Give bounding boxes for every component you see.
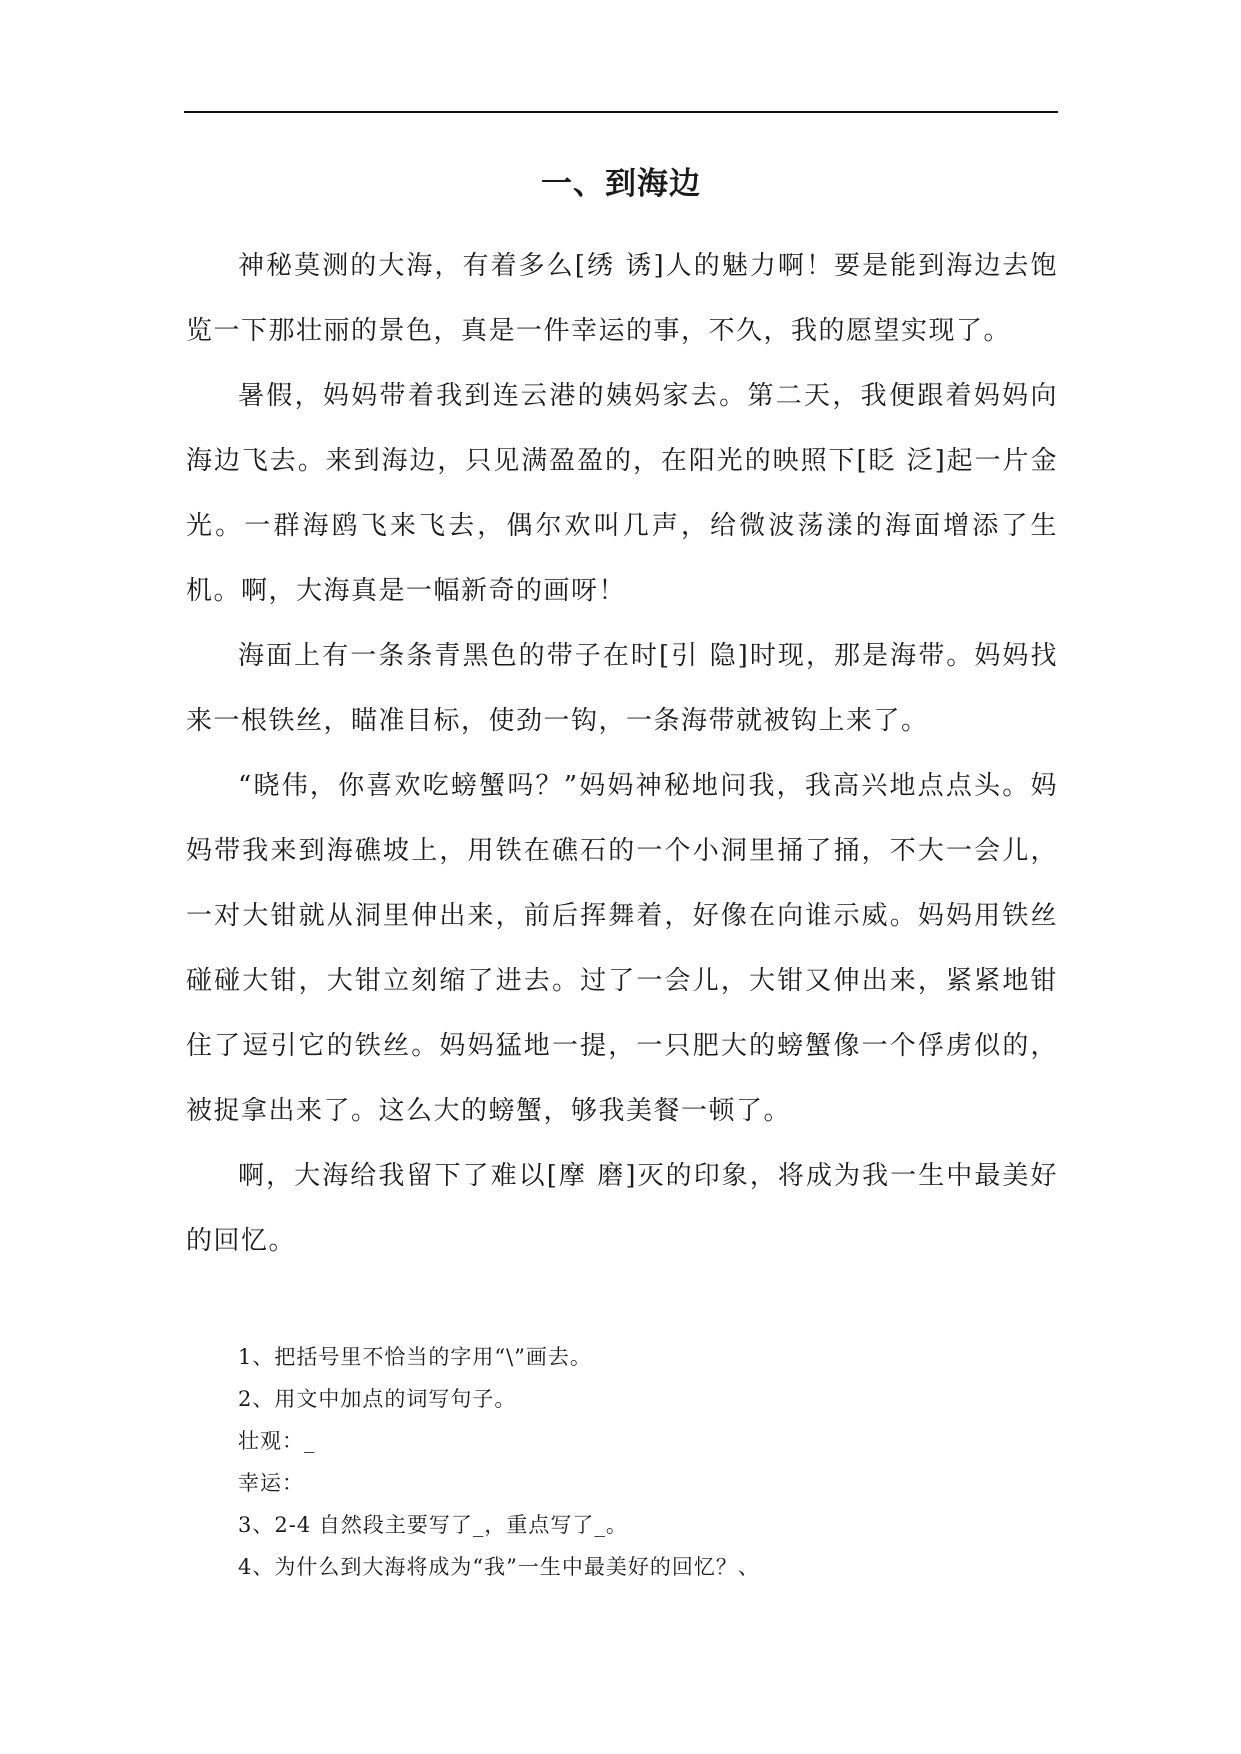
answer-line: 壮观：_: [238, 1429, 316, 1453]
paragraph: 海面上有一条条青黑色的带子在时[引 隐]时现，那是海带。妈妈找来一根铁丝，瞄准目标，使劲一钩，一条海带就被钩上来了。: [186, 641, 1058, 736]
question-item: 1、把括号里不恰当的字用“\”画去。: [238, 1345, 592, 1369]
question-item: 4、为什么到大海将成为“我”一生中最美好的回忆？、: [238, 1555, 760, 1579]
question-item: 3、2-4 自然段主要写了_，重点写了_。: [238, 1513, 628, 1537]
answer-line: 幸运：: [238, 1471, 304, 1495]
page-title: 一、到海边: [541, 166, 701, 202]
header-rule: [184, 111, 1058, 113]
paragraph: 暑假，妈妈带着我到连云港的姨妈家去。第二天，我便跟着妈妈向海边飞去。来到海边，只见满盈盈的，在阳光的映照下[眨 泛]起一片金光。一群海鸥飞来飞去，偶尔欢叫几声，给微波荡漾的海面增添了生机。啊，大海真是一幅新奇的画呀！: [186, 381, 1058, 606]
paragraph: 神秘莫测的大海，有着多么[绣 诱]人的魅力啊！要是能到海边去饱览一下那壮丽的景色，真是一件幸运的事，不久，我的愿望实现了。: [186, 251, 1058, 346]
question-item: 2、用文中加点的词写句子。: [238, 1387, 517, 1411]
paragraph: “晓伟，你喜欢吃螃蟹吗？”妈妈神秘地问我，我高兴地点点头。妈妈带我来到海礁坡上，用铁在礁石的一个小洞里捅了捅，不大一会儿，一对大钳就从洞里伸出来，前后挥舞着，好像在向谁示威。妈妈用铁丝碰碰大钳，大钳立刻缩了进去。过了一会儿，大钳又伸出来，紧紧地钳住了逗引它的铁丝。妈妈猛地一提，一只肥大的螃蟹像一个俘虏似的，被捉拿出来了。这么大的螃蟹，够我美餐一顿了。: [186, 771, 1058, 1126]
question-list: [238, 1336, 1038, 1588]
paragraph: 啊，大海给我留下了难以[摩 磨]灭的印象，将成为我一生中最美好的回忆。: [186, 1161, 1058, 1256]
article-body: [186, 234, 1058, 1274]
